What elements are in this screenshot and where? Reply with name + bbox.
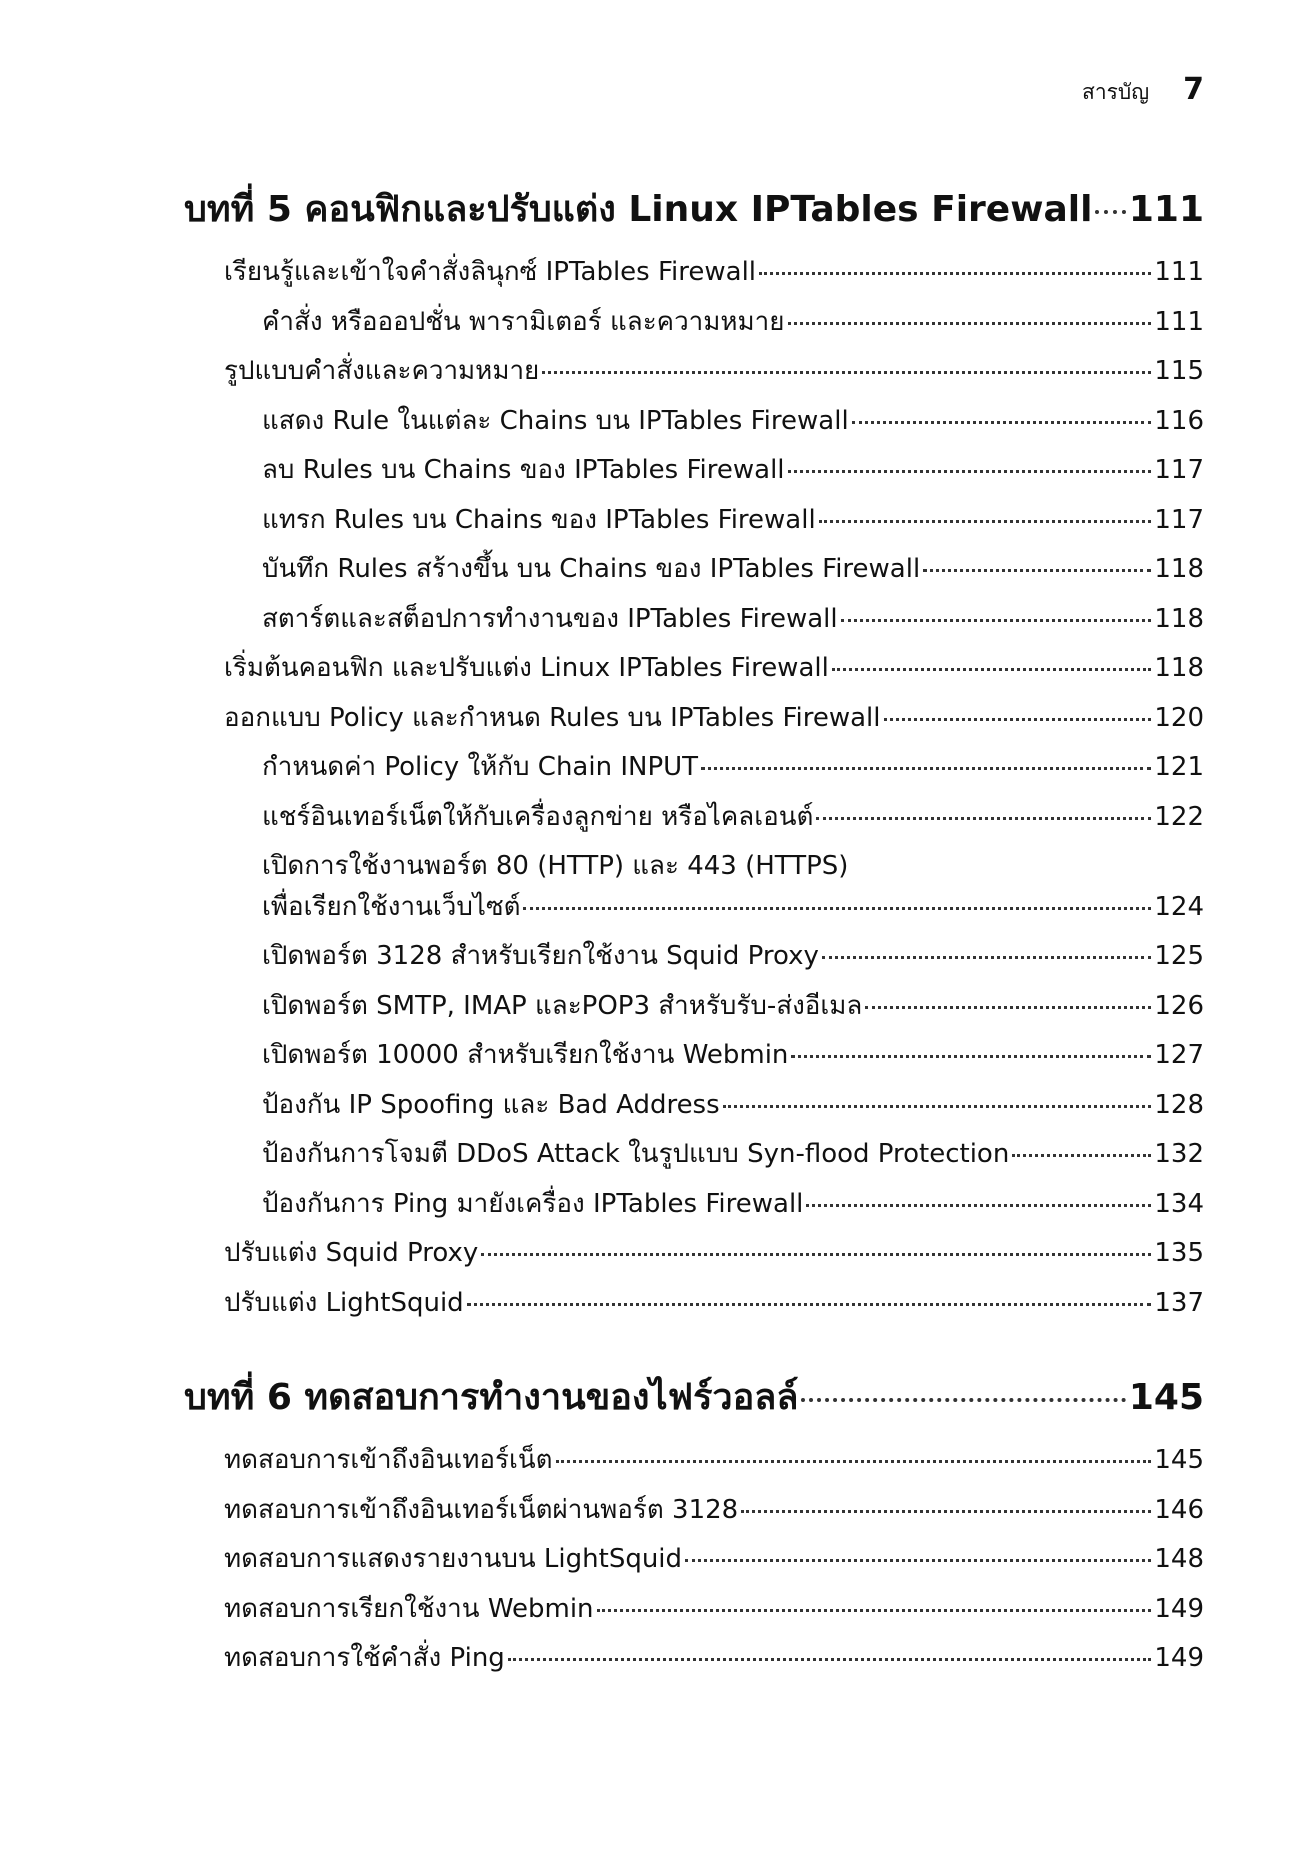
toc-entry-page: 146 (1154, 1494, 1204, 1525)
toc-entry-title: ปรับแต่ง Squid Proxy (224, 1238, 479, 1268)
toc-entry-title: บันทึก Rules สร้างขึ้น บน Chains ของ IPTables Firewall (262, 554, 921, 584)
toc-entry[interactable] (224, 1436, 1204, 1486)
chapter-5-toc (184, 180, 1204, 1328)
toc-entry-title: สตาร์ตและสต็อปการทำงานของ IPTables Firewall (262, 603, 838, 634)
toc-entry-title: รูปแบบคำสั่งและความหมาย (224, 356, 540, 386)
toc-entry-title: เรียนรู้และเข้าใจคำสั่งลินุกซ์ IPTables Firewall (224, 257, 757, 287)
dot-leader (741, 1510, 1151, 1513)
toc-entry-title: ทดสอบการแสดงรายงานบน LightSquid (224, 1544, 683, 1574)
toc-entry[interactable] (224, 1634, 1204, 1684)
toc-entry-title: ป้องกัน IP Spoofing และ Bad Address (262, 1089, 720, 1120)
toc-entry-title: ลบ Rules บน Chains ของ IPTables Firewall (262, 455, 785, 485)
toc-entry-title: เปิดพอร์ต SMTP, IMAP และPOP3 สำหรับรับ-ส่งอีเมล (262, 990, 863, 1021)
toc-entry-title: กำหนดค่า Policy ให้กับ Chain INPUT (262, 752, 699, 782)
running-head-page-number: 7 (1183, 72, 1204, 107)
toc-entry-title: แชร์อินเทอร์เน็ตให้กับเครื่องลูกข่าย หรือไคลเอนต์ (262, 801, 814, 832)
dot-leader (923, 569, 1151, 572)
chapter-5-heading[interactable] (184, 180, 1204, 238)
toc-subentry[interactable] (262, 1081, 1204, 1131)
toc-subentry[interactable] (262, 932, 1204, 982)
dot-leader (597, 1609, 1152, 1612)
toc-entry-page: 111 (1154, 306, 1204, 337)
toc-entry-title: แทรก Rules บน Chains ของ IPTables Firewall (262, 504, 816, 535)
chapter-title: บทที่ 5 คอนฟิกและปรับแต่ง Linux IPTables Firewall (184, 189, 1093, 230)
toc-entry-title: ทดสอบการใช้คำสั่ง Ping (224, 1643, 505, 1673)
toc-entry-page: 127 (1154, 1040, 1204, 1070)
chapter-6-toc (184, 1368, 1204, 1684)
toc-subentry[interactable] (262, 298, 1204, 348)
dot-leader (806, 1204, 1151, 1207)
dot-leader (788, 470, 1152, 473)
toc-entry[interactable] (224, 248, 1204, 298)
toc-entry-page: 135 (1154, 1238, 1204, 1268)
toc-entry-page: 122 (1154, 801, 1204, 832)
toc-entry[interactable] (224, 1279, 1204, 1329)
toc-entry-page: 125 (1154, 941, 1204, 971)
toc-subentry[interactable] (262, 545, 1204, 595)
toc-entry-title-line2: เพื่อเรียกใช้งานเว็บไซต์ (262, 892, 521, 922)
toc-entry-title: ทดสอบการเข้าถึงอินเทอร์เน็ตผ่านพอร์ต 3128 (224, 1494, 739, 1525)
toc-entry-page: 118 (1154, 554, 1204, 584)
running-head (1082, 72, 1204, 109)
toc-entry-title: คำสั่ง หรือออปชั่น พารามิเตอร์ และความหมาย (262, 306, 785, 337)
toc-entry-title: ป้องกันการ Ping มายังเครื่อง IPTables Firewall (262, 1188, 804, 1219)
toc-entry-page: 121 (1154, 752, 1204, 782)
dot-leader (523, 907, 1151, 910)
dot-leader (556, 1460, 1152, 1463)
dot-leader (801, 1398, 1125, 1402)
toc-entry[interactable] (224, 694, 1204, 744)
toc-entry-page: 117 (1154, 504, 1204, 535)
dot-leader (791, 1055, 1151, 1058)
toc-entry-page: 149 (1154, 1593, 1204, 1624)
toc-subentry[interactable] (262, 982, 1204, 1032)
dot-leader (1012, 1154, 1151, 1157)
toc-entry-page: 120 (1154, 702, 1204, 733)
toc-entry-page: 115 (1154, 356, 1204, 386)
toc-subentry-multiline[interactable] (262, 842, 1204, 932)
toc-entry-page: 134 (1154, 1188, 1204, 1219)
toc-entry-page: 145 (1154, 1445, 1204, 1475)
toc-entry[interactable] (224, 644, 1204, 694)
toc-entry-page: 128 (1154, 1089, 1204, 1120)
chapter-6-heading[interactable] (184, 1368, 1204, 1426)
dot-leader (788, 322, 1152, 325)
dot-leader (841, 619, 1152, 622)
toc-entry[interactable] (224, 1585, 1204, 1635)
toc-entry[interactable] (224, 347, 1204, 397)
running-head-section: สารบัญ (1082, 80, 1150, 104)
toc-subentry[interactable] (262, 496, 1204, 546)
chapter-page: 111 (1128, 189, 1204, 230)
dot-leader (508, 1658, 1152, 1661)
toc-entry-title: เริ่มต้นคอนฟิก และปรับแต่ง Linux IPTables Firewall (224, 653, 829, 683)
toc-entry-page: 149 (1154, 1643, 1204, 1673)
toc-entry[interactable] (224, 1535, 1204, 1585)
toc-entry-title: ออกแบบ Policy และกำหนด Rules บน IPTables Firewall (224, 702, 881, 733)
dot-leader (481, 1253, 1151, 1256)
dot-leader (822, 956, 1152, 959)
toc-entry-page: 118 (1154, 603, 1204, 634)
dot-leader (542, 371, 1151, 374)
chapter-page: 145 (1128, 1377, 1204, 1418)
toc-entry[interactable] (224, 1229, 1204, 1279)
toc-subentry[interactable] (262, 1130, 1204, 1180)
toc-entry-page: 137 (1154, 1287, 1204, 1318)
toc-entry-title: ปรับแต่ง LightSquid (224, 1287, 464, 1318)
dot-leader (1095, 210, 1125, 214)
toc-subentry[interactable] (262, 397, 1204, 447)
dot-leader (819, 520, 1152, 523)
toc-entry-page: 126 (1154, 990, 1204, 1021)
toc-entry-page: 118 (1154, 653, 1204, 683)
toc-entry-page: 116 (1154, 405, 1204, 436)
toc-subentry[interactable] (262, 743, 1204, 793)
dot-leader (723, 1105, 1152, 1108)
dot-leader (865, 1006, 1151, 1009)
toc-entry-page: 124 (1154, 892, 1204, 922)
toc-entry-title: เปิดพอร์ต 10000 สำหรับเรียกใช้งาน Webmin (262, 1040, 789, 1070)
toc-entry-page: 117 (1154, 455, 1204, 485)
dot-leader (467, 1303, 1152, 1306)
toc-entry-title: ทดสอบการเรียกใช้งาน Webmin (224, 1593, 594, 1624)
toc-subentry[interactable] (262, 1031, 1204, 1081)
toc-subentry[interactable] (262, 1180, 1204, 1230)
toc-entry-title-line1: เปิดการใช้งานพอร์ต 80 (HTTP) และ 443 (HTTPS) (262, 851, 849, 881)
toc-entry-title: ป้องกันการโจมตี DDoS Attack ในรูปแบบ Syn-flood Protection (262, 1139, 1010, 1169)
toc-subentry[interactable] (262, 446, 1204, 496)
dot-leader (852, 421, 1152, 424)
dot-leader (884, 718, 1152, 721)
toc-entry-title: ทดสอบการเข้าถึงอินเทอร์เน็ต (224, 1445, 553, 1475)
toc-entry-title: เปิดพอร์ต 3128 สำหรับเรียกใช้งาน Squid Proxy (262, 941, 819, 971)
toc-entry-page: 148 (1154, 1544, 1204, 1574)
chapter-title: บทที่ 6 ทดสอบการทำงานของไฟร์วอลล์ (184, 1377, 799, 1418)
toc-entry-page: 132 (1154, 1139, 1204, 1169)
dot-leader (759, 272, 1151, 275)
toc-entry-page: 111 (1154, 257, 1204, 287)
dot-leader (816, 817, 1151, 820)
toc-entry[interactable] (224, 1486, 1204, 1536)
dot-leader (832, 668, 1152, 671)
toc-subentry[interactable] (262, 793, 1204, 843)
toc-entry-title: แสดง Rule ในแต่ละ Chains บน IPTables Firewall (262, 405, 849, 436)
toc-subentry[interactable] (262, 595, 1204, 645)
dot-leader (685, 1559, 1151, 1562)
dot-leader (701, 767, 1151, 770)
